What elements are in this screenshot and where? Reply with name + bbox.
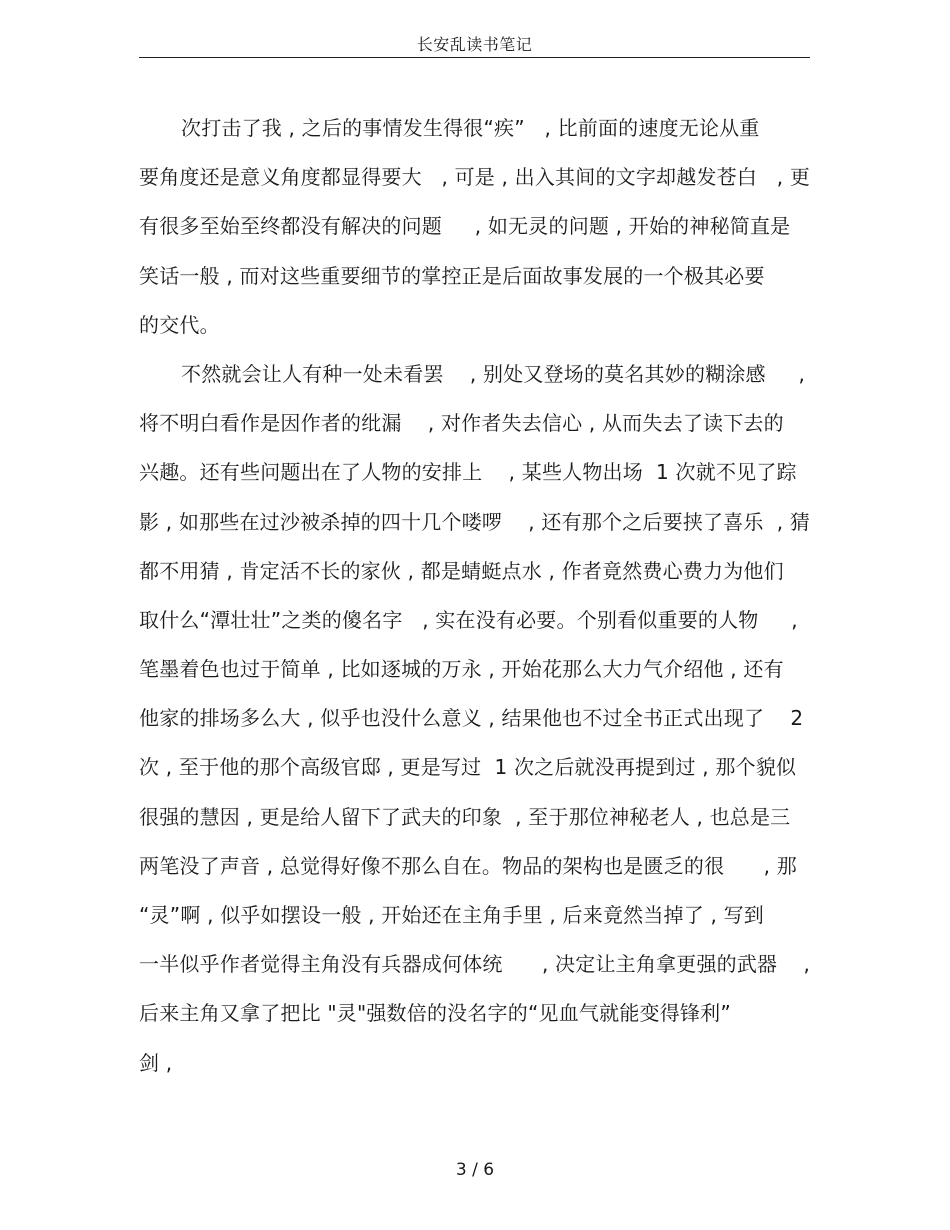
text-line: 取什么“潭壮壮”之类的傻名字 , 实在没有必要。个别看似重要的人物 ,	[139, 607, 798, 632]
text-line: 次 , 至于他的那个高级官邸 , 更是写过 1 次之后就没再提到过 , 那个貌似	[139, 755, 797, 780]
page-header-title: 长安乱读书笔记	[139, 32, 810, 58]
text-line: 要角度还是意义角度都显得要大 , 可是 , 出入其间的文字却越发苍白 , 更	[139, 165, 811, 190]
text-line: 不然就会让人有种一处未看罢 , 别处又登场的莫名其妙的糊涂感 ,	[181, 361, 806, 386]
text-line: “灵”啊 , 似乎如摆设一般 , 开始还在主角手里 , 后来竟然当掉了 , 写到	[139, 903, 765, 927]
text-line: 兴趣。还有些问题出在了人物的安排上 , 某些人物出场 1 次就不见了踪	[139, 460, 797, 485]
text-line: 影 , 如那些在过沙被杀掉的四十几个喽啰 , 还有那个之后要挟了喜乐 , 猜	[139, 509, 811, 534]
text-line: 有很多至始至终都没有解决的问题 , 如无灵的问题 , 开始的神秘简直是	[139, 214, 791, 239]
text-line: 两笔没了声音 , 总觉得好像不那么自在。物品的架构也是匮乏的很 , 那	[139, 853, 797, 878]
text-line: 次打击了我 , 之后的事情发生得很“疾” , 比前面的速度无论从重	[181, 116, 760, 140]
text-line: 都不用猜 , 肯定活不长的家伙 , 都是蜻蜓点水 , 作者竟然费心费力为他们	[139, 558, 784, 583]
text-line: 笔墨着色也过于简单 , 比如逐城的万永 , 开始花那么大力气介绍他 , 还有	[139, 657, 784, 682]
text-line: 他家的排场多么大 , 似乎也没什么意义 , 结果他也不过全书正式出现了 2	[139, 706, 804, 731]
text-line: 笑话一般 , 而对这些重要细节的掌控正是后面故事发展的一个极其必要	[139, 263, 765, 288]
text-line: 一半似乎作者觉得主角没有兵器成何体统 , 决定让主角拿更强的武器 ,	[139, 952, 811, 977]
text-line: 的交代。	[139, 312, 220, 337]
text-line: 将不明白看作是因作者的纰漏 , 对作者失去信心 , 从而失去了读下去的	[139, 411, 784, 436]
text-line: 很强的慧因 , 更是给人留下了武夫的印象 , 至于那位神秘老人 , 也总是三	[139, 804, 791, 829]
text-line: 剑 ,	[139, 1050, 173, 1075]
text-line: 后来主角又拿了把比 "灵"强数倍的没名字的“见血气就能变得锋利”	[139, 1001, 731, 1026]
page-number: 3 / 6	[455, 1160, 495, 1180]
document-body	[139, 110, 819, 1094]
